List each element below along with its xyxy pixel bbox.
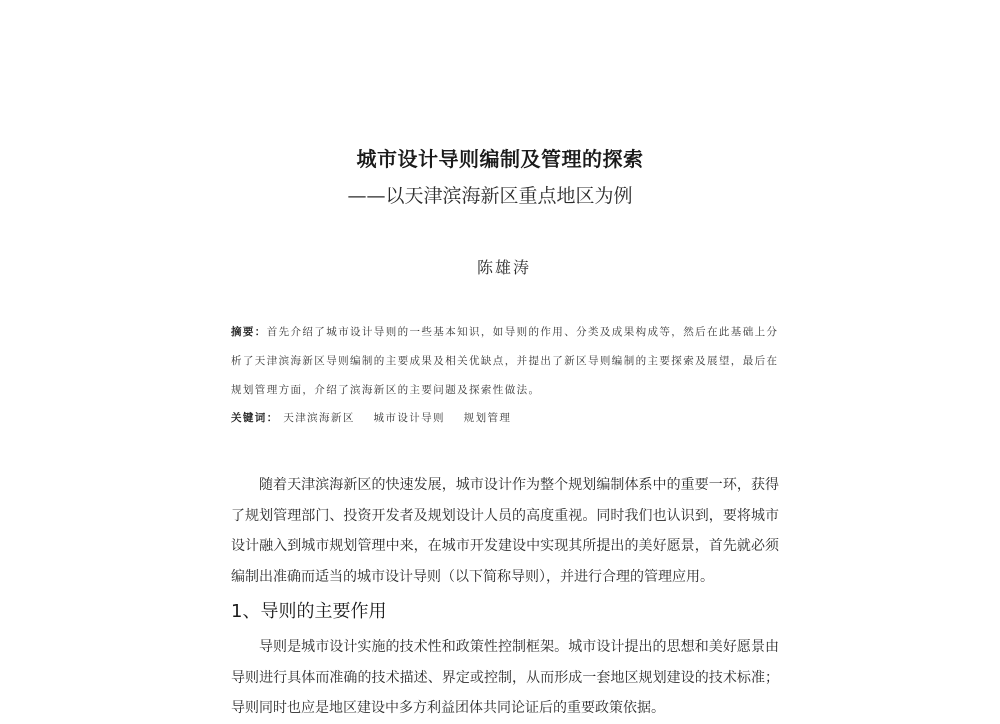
abstract-text: 首先介绍了城市设计导则的一些基本知识，如导则的作用、分类及成果构成等，然后在此基础上分析了天津滨海新区导则编制的主要成果及相关优缺点，并提出了新区导则编制的主要探索及展望，最后在规划管理方面，介绍了滨海新区的主要问题及探索性做法。	[231, 326, 779, 396]
keywords-label: 关键词：	[231, 412, 279, 424]
section-heading: 1、导则的主要作用	[231, 601, 387, 622]
article-subtitle: ——以天津滨海新区重点地区为例	[347, 185, 633, 207]
keyword: 天津滨海新区	[283, 412, 355, 424]
article-author: 陈雄涛	[476, 258, 531, 277]
abstract-block	[231, 318, 781, 405]
section-paragraph: 导则是城市设计实施的技术性和政策性控制框架。城市设计提出的思想和美好愿景由导则进行具体而准确的技术描述、界定或控制，从而形成一套地区规划建设的技术标准；导则同时也应是地区建设中多方利益团体共同论证后的重要政策依据。	[231, 639, 779, 716]
keywords-block	[231, 410, 781, 425]
article-title: 城市设计导则编制及管理的探索	[356, 147, 644, 171]
abstract-label: 摘要：	[231, 326, 267, 338]
keyword: 城市设计导则	[373, 412, 445, 424]
intro-paragraph: 随着天津滨海新区的快速发展，城市设计作为整个规划编制体系中的重要一环，获得了规划管理部门、投资开发者及规划设计人员的高度重视。同时我们也认识到，要将城市设计融入到城市规划管理中来，在城市开发建设中实现其所提出的美好愿景，首先就必须编制出准确而适当的城市设计导则（以下简称导则），并进行合理的管理应用。	[231, 477, 779, 585]
keyword: 规划管理	[463, 412, 512, 424]
